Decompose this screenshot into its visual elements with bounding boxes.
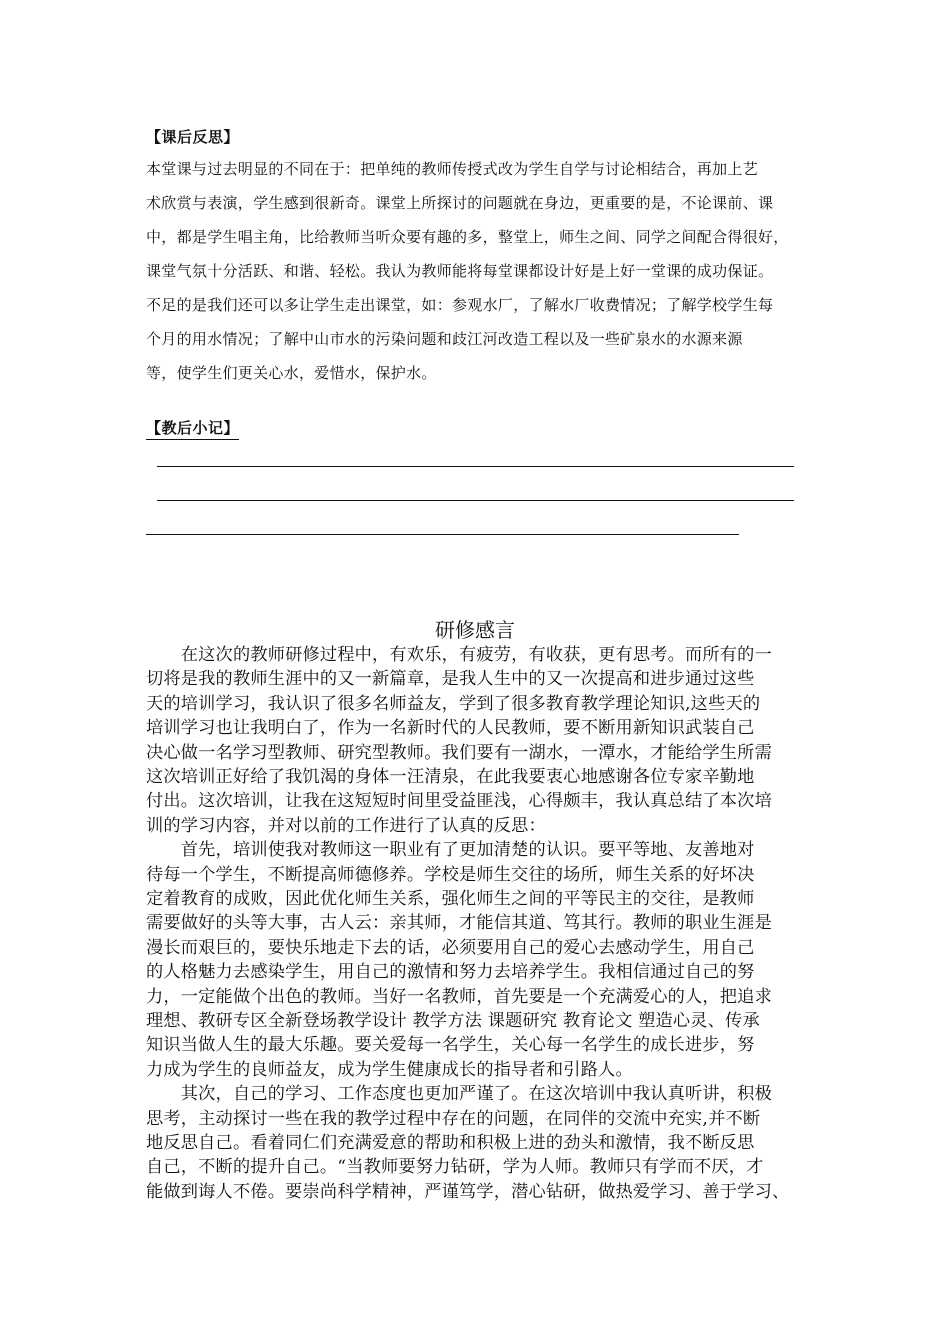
essay-line: 力成为学生的良师益友，成为学生健康成长的指导者和引路人。 (146, 1059, 633, 1080)
essay-line: 需要做好的头等大事，古人云：亲其师，才能信其道、笃其行。教师的职业生涯是 (146, 913, 772, 934)
essay-line: 这次培训正好给了我饥渴的身体一汪清泉，在此我要衷心地感谢各位专家辛勤地 (146, 767, 755, 787)
reflection-heading: 【课后反思】 (146, 128, 240, 146)
essay-title: 研修感言 (435, 618, 515, 642)
essay-line: 思考，主动探讨一些在我的教学过程中存在的问题，在同伴的交流中充实,并不断 (146, 1108, 761, 1129)
essay-line: 的人格魅力去感染学生，用自己的激情和努力去培养学生。我相信通过自己的努 (146, 962, 755, 983)
essay-line: 培训学习也让我明白了，作为一名新时代的人民教师，要不断用新知识武装自己 (146, 718, 755, 739)
essay-line: 理想、教研专区全新登场教学设计 教学方法 课题研究 教育论文 塑造心灵、传承 (146, 1011, 760, 1031)
essay-line: 力，一定能做个出色的教师。当好一名教师，首先要是一个充满爱心的人，把追求 (146, 986, 772, 1007)
essay-line: 天的培训学习，我认识了很多名师益友，学到了很多教育教学理论知识,这些天的 (146, 693, 761, 714)
reflection-line: 课堂气氛十分活跃、和谐、轻松。我认为教师能将每堂课都设计好是上好一堂课的成功保证。 (146, 262, 774, 280)
reflection-line: 个月的用水情况；了解中山市水的污染问题和歧江河改造工程以及一些矿泉水的水源来源 (146, 330, 743, 348)
essay-line: 漫长而艰巨的，要快乐地走下去的话，必须要用自己的爱心去感动学生，用自己 (146, 937, 755, 958)
essay-line: 训的学习内容，并对以前的工作进行了认真的反思： (146, 815, 546, 836)
essay-line: 定着教育的成败，因此优化师生关系，强化师生之间的平等民主的交往，是教师 (146, 889, 755, 909)
essay-line: 能做到诲人不倦。要崇尚科学精神，严谨笃学，潜心钻研，做热爱学习、善于学习、 (146, 1181, 790, 1202)
reflection-line: 术欣赏与表演，学生感到很新奇。课堂上所探讨的问题就在身边，更重要的是，不论课前、课 (146, 194, 774, 212)
reflection-line: 不足的是我们还可以多让学生走出课堂，如：参观水厂，了解水厂收费情况；了解学校学生每 (146, 296, 774, 314)
notes-heading: 【教后小记】 (146, 417, 239, 440)
essay-line: 付出。这次培训，让我在这短短时间里受益匪浅，心得颇丰，我认真总结了本次培 (146, 791, 772, 812)
essay-line: 首先，培训使我对教师这一职业有了更加清楚的认识。要平等地、友善地对 (146, 840, 755, 861)
notes-blank-line-1 (157, 466, 794, 467)
notes-blank-line-2 (157, 500, 794, 501)
essay-line: 切将是我的教师生涯中的又一新篇章，是我人生中的又一次提高和进步通过这些 (146, 669, 755, 690)
essay-line: 自己，不断的提升自己。“当教师要努力钻研，学为人师。教师只有学而不厌，才 (146, 1157, 764, 1178)
essay-line: 地反思自己。看着同仁们充满爱意的帮助和积极上进的劲头和激情，我不断反思 (146, 1133, 755, 1153)
essay-line: 其次，自己的学习、工作态度也更加严谨了。在这次培训中我认真听讲，积极 (146, 1084, 772, 1105)
essay-line: 在这次的教师研修过程中，有欢乐，有疲劳，有收获，更有思考。而所有的一 (146, 645, 772, 665)
reflection-line: 本堂课与过去明显的不同在于：把单纯的教师传授式改为学生自学与讨论相结合，再加上艺 (146, 160, 759, 178)
essay-line: 知识当做人生的最大乐趣。要关爱每一名学生，关心每一名学生的成长进步，努 (146, 1035, 755, 1056)
essay-line: 待每一个学生，不断提高师德修养。学校是师生交往的场所，师生关系的好坏决 (146, 864, 755, 885)
notes-blank-line-3 (146, 534, 739, 535)
reflection-line: 等，使学生们更关心水，爱惜水，保护水。 (146, 364, 437, 382)
reflection-line: 中，都是学生唱主角，比给教师当听众要有趣的多，整堂上，师生之间、同学之间配合得很好， (146, 228, 789, 246)
essay-line: 决心做一名学习型教师、研究型教师。我们要有一湖水，一潭水，才能给学生所需 (146, 742, 772, 763)
